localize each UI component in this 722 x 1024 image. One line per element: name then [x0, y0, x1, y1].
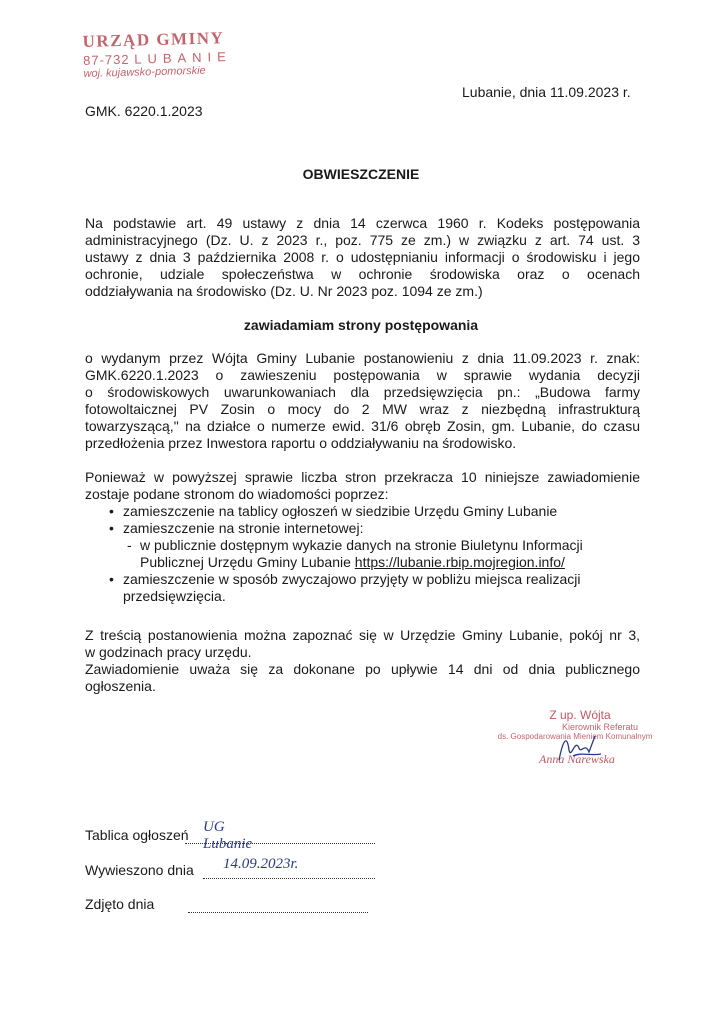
sub-list-item-continuation: [85, 554, 640, 571]
notification-method-paragraph: [85, 469, 640, 503]
stamp-office-name: URZĄD GMINY: [82, 28, 225, 51]
text-line: ogłoszenia.: [85, 678, 156, 694]
stamp-position: Kierownik Referatu: [561, 722, 639, 732]
notice-board-field: [85, 819, 253, 852]
text-line: administracyjnego (Dz. U. z 2023 r., poz. 775 ze zm.) w związku z art. 74 ust. 3: [85, 232, 640, 248]
list-item-continuation: przedsięwzięcia.: [123, 588, 226, 604]
stamp-signatory-name: Anna Narewska: [539, 752, 615, 766]
removed-date-label: Zdjęto dnia: [85, 896, 155, 912]
sub-item-text: w publicznie dostępnym wykazie danych na stronie Biuletynu Informacji: [140, 537, 583, 553]
notice-heading: zawiadamiam strony postępowania: [243, 317, 479, 333]
text-line: Zawiadomienie uważa się za dokonane po upływie 14 dni od dnia publicznego: [85, 661, 640, 677]
dash-marker: -: [127, 537, 132, 553]
legal-basis-paragraph: [85, 215, 640, 300]
text-line: zostaje podane stronom do wiadomości poprzez:: [85, 486, 389, 502]
stamp-city: LUBANIE: [134, 49, 233, 67]
office-stamp: [82, 28, 232, 80]
case-reference: GMK. 6220.1.2023: [85, 103, 203, 119]
stamp-voivodeship: woj. kujawsko-pomorskie: [83, 64, 206, 80]
text-line: fotowoltaicznej PV Zosin o mocy do 2 MW wraz z niezbędną infrastrukturą: [85, 401, 640, 417]
notice-board-handwritten: UG Lubanie: [203, 819, 253, 852]
list-item: • zamieszczenie na tablicy ogłoszeń w siedzibie Urzędu Gminy Lubanie: [85, 503, 640, 520]
list-item: • zamieszczenie w sposób zwyczajowo przyjęty w pobliżu miejsca realizacji: [85, 571, 640, 588]
sub-list-item: [85, 537, 640, 554]
text-line: o środowiskowych uwarunkowaniach dla przedsięwzięcia pn.: „Budowa farmy: [85, 384, 640, 400]
text-line: o wydanym przez Wójta Gminy Lubanie postanowieniu z dnia 11.09.2023 r. znak:: [85, 350, 640, 366]
dotted-line: [188, 898, 368, 913]
handwritten-signature: [555, 730, 605, 766]
bip-link[interactable]: https://lubanie.rbip.mojregion.info/: [354, 554, 565, 570]
sub-item-text: Publicznej Urzędu Gminy Lubanie: [140, 554, 355, 570]
text-line: w godzinach pracy urzędu.: [85, 644, 252, 660]
text-line: Z treścią postanowienia można zapoznać się w Urzędzie Gminy Lubanie, pokój nr 3,: [85, 627, 640, 643]
text-line: przedłożenia przez Inwestora raportu o oddziaływaniu na środowisko.: [85, 435, 517, 451]
document-title: OBWIESZCZENIE: [302, 166, 420, 182]
notification-methods-list: [85, 503, 640, 605]
text-line: oddziaływania na środowisko (Dz. U. Nr 2023 poz. 1094 ze zm.): [85, 283, 483, 299]
inspection-paragraph: [85, 627, 640, 661]
stamp-department: ds. Gospodarowania Mieniem Komunalnym: [497, 732, 653, 741]
text-line: towarzyszącą," na działce o numerze ewid. 31/6 obręb Zosin, gm. Lubanie, do czasu: [85, 418, 640, 434]
text-line: ustawy z dnia 3 października 2008 r. o udostępnianiu informacji o środowisku i jego: [85, 249, 640, 265]
effective-date-paragraph: [85, 661, 640, 695]
text-line: ochronie, udziale społeczeństwa w ochronie środowiska oraz o ocenach: [85, 266, 640, 282]
stamp-authority: Z up. Wójta: [549, 708, 611, 722]
text-line: Ponieważ w powyższej sprawie liczba stron przekracza 10 niniejsze zawiadomienie: [85, 469, 640, 485]
posted-date-handwritten: 14.09.2023r.: [223, 856, 299, 872]
place-date: Lubanie, dnia 11.09.2023 r.: [462, 84, 631, 100]
notice-board-label: Tablica ogłoszeń: [85, 827, 189, 843]
text-line: Na podstawie art. 49 ustawy z dnia 14 czerwca 1960 r. Kodeks postępowania: [85, 215, 640, 231]
decision-paragraph: [85, 350, 640, 452]
posted-date-field: [85, 856, 299, 878]
text-line: GMK.6220.1.2023 o zawieszeniu postępowania w sprawie wydania decyzji: [85, 367, 640, 383]
stamp-postal-code: 87-732: [82, 51, 130, 68]
removed-date-field: [85, 896, 154, 912]
posted-date-label: Wywieszono dnia: [85, 862, 194, 878]
list-item: • zamieszczenie na stronie internetowej:: [85, 520, 640, 537]
